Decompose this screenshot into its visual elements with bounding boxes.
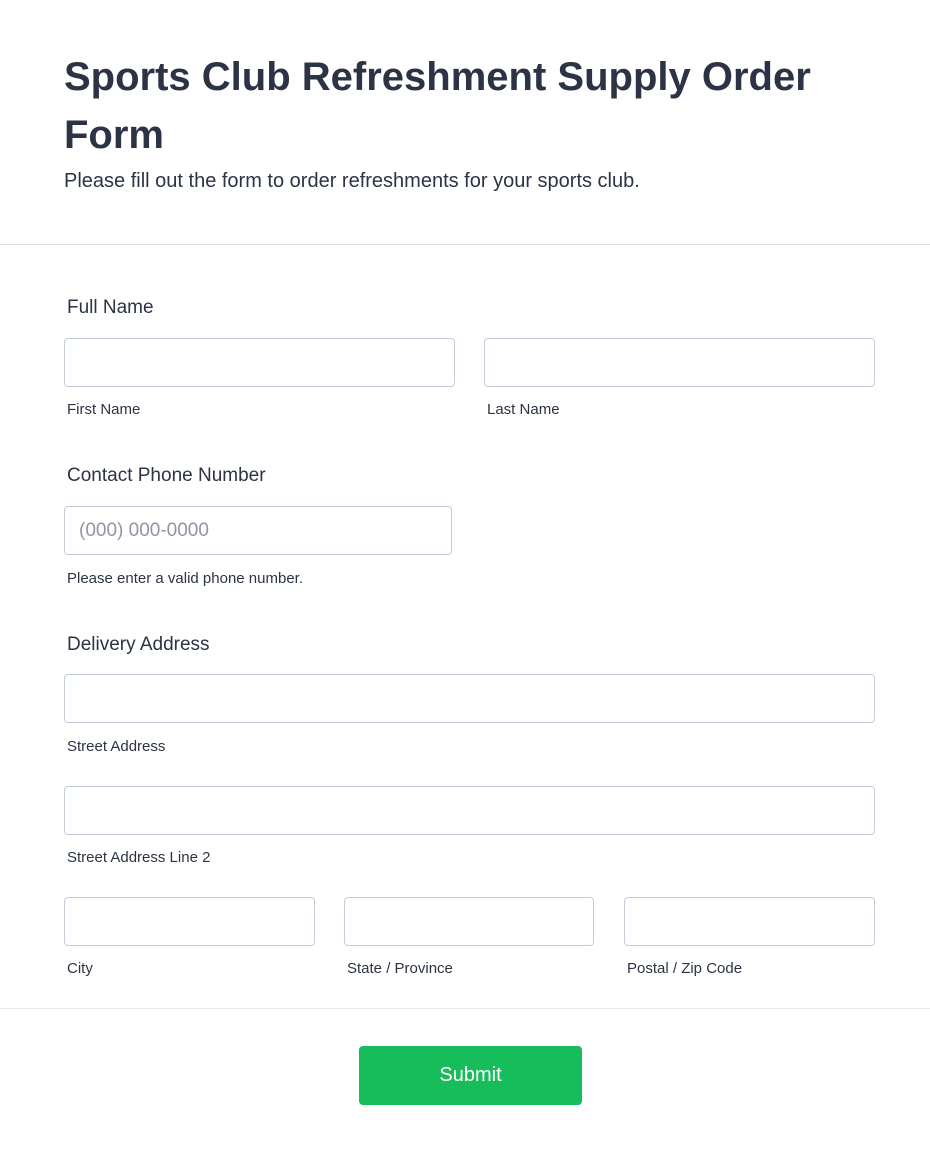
street-address-line2-sublabel: Street Address Line 2	[67, 849, 211, 866]
delivery-address-label: Delivery Address	[67, 634, 210, 655]
page-subtitle: Please fill out the form to order refreshments for your sports club.	[64, 170, 640, 192]
full-name-label: Full Name	[67, 297, 154, 318]
footer-divider	[0, 1008, 930, 1009]
state-sublabel: State / Province	[347, 960, 453, 977]
street-address-line2-input[interactable]	[64, 786, 875, 835]
city-input[interactable]	[64, 897, 315, 946]
submit-button[interactable]: Submit	[359, 1046, 582, 1105]
first-name-input[interactable]	[64, 338, 455, 387]
first-name-sublabel: First Name	[67, 401, 141, 418]
last-name-input[interactable]	[484, 338, 875, 387]
form-header	[0, 0, 930, 245]
phone-label: Contact Phone Number	[67, 465, 266, 486]
zip-input[interactable]	[624, 897, 875, 946]
state-input[interactable]	[344, 897, 594, 946]
last-name-sublabel: Last Name	[487, 401, 560, 418]
phone-input[interactable]	[64, 506, 452, 555]
street-address-input[interactable]	[64, 674, 875, 723]
zip-sublabel: Postal / Zip Code	[627, 960, 743, 977]
street-address-sublabel: Street Address	[67, 738, 166, 755]
phone-sublabel: Please enter a valid phone number.	[67, 570, 303, 587]
page-title: Sports Club Refreshment Supply Order Form	[64, 55, 811, 157]
city-sublabel: City	[67, 960, 93, 977]
